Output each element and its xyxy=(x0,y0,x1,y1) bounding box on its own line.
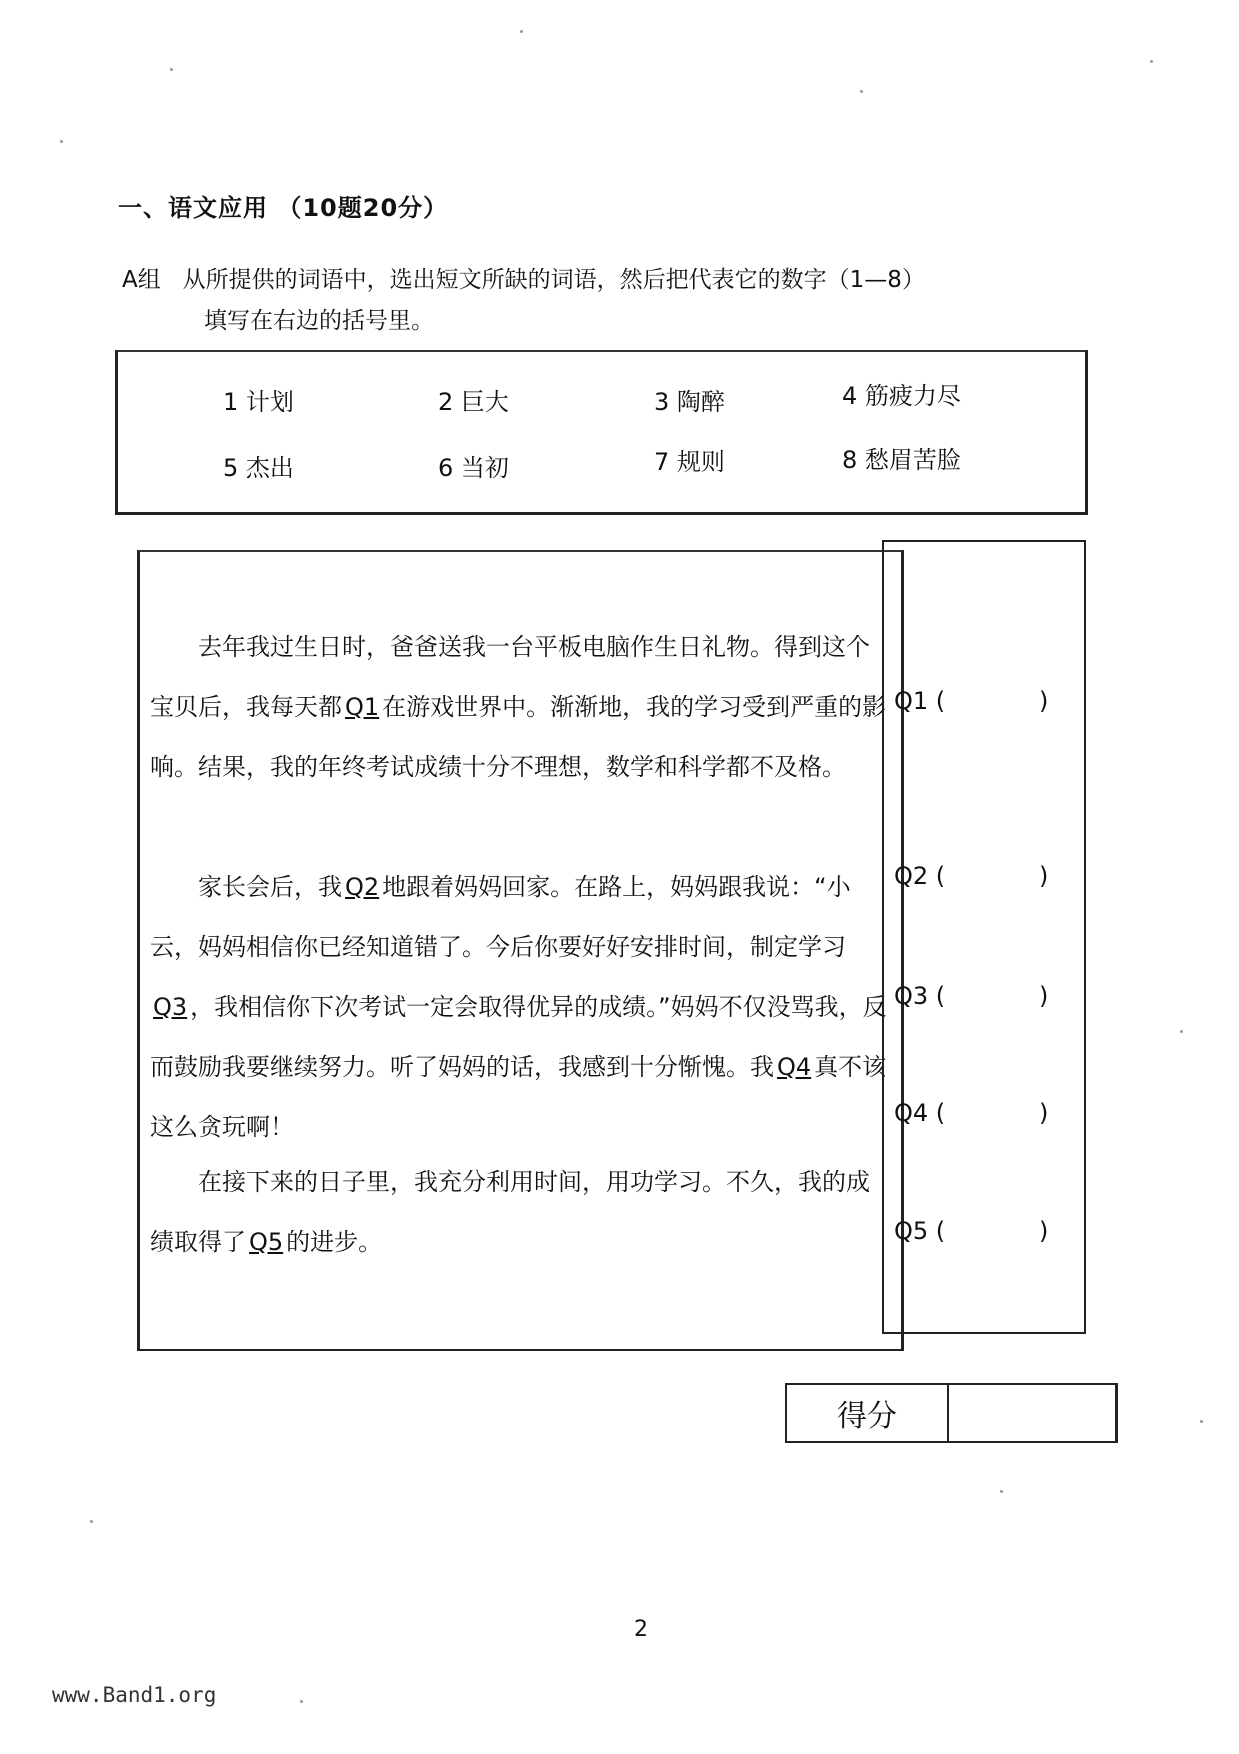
blank-q3: Q3 xyxy=(153,993,188,1021)
blank-q2: Q2 xyxy=(345,873,380,901)
paragraph-3: 在接下来的日子里，我充分利用时间，用功学习。不久，我的成绩取得了 Q5 的进步。 xyxy=(150,1168,870,1256)
word-option: 7 规则 xyxy=(654,448,725,476)
word-option: 8 愁眉苦脸 xyxy=(842,446,961,474)
group-label: A组 xyxy=(122,267,161,293)
answer-column xyxy=(882,540,1086,1334)
answer-q3[interactable]: Q3 ( ) xyxy=(894,982,1049,1010)
reading-passage xyxy=(137,550,904,1351)
page-number: 2 xyxy=(634,1617,648,1642)
word-option: 3 陶醉 xyxy=(654,388,725,416)
blank-q5: Q5 xyxy=(249,1228,284,1256)
score-label: 得分 xyxy=(787,1385,949,1441)
blank-q1: Q1 xyxy=(345,693,380,721)
instruction-line-1: 从所提供的词语中，选出短文所缺的词语，然后把代表它的数字（1—8） xyxy=(182,267,925,293)
section-title: 一、语文应用 （10题20分） xyxy=(118,194,449,222)
paragraph-2: 家长会后，我 Q2 地跟着妈妈回家。在路上，妈妈跟我说：“小云，妈妈相信你已经知道错了。今后你要好好安排时间，制定学习Q3 ，我相信你下次考试一定会取得优异的成绩。”妈妈不仅没骂我，反而鼓励我要继续努力。听了妈妈的话，我感到十分惭愧。我 Q4 真不该这么贪玩啊！ xyxy=(150,873,887,1141)
score-field[interactable] xyxy=(949,1385,1115,1441)
answer-q4[interactable]: Q4 ( ) xyxy=(894,1099,1049,1127)
word-bank xyxy=(115,350,1088,515)
score-box xyxy=(785,1383,1118,1443)
word-option: 4 筋疲力尽 xyxy=(842,382,961,410)
instruction xyxy=(122,258,925,302)
answer-q1[interactable]: Q1 ( ) xyxy=(894,687,1049,715)
word-option: 5 杰出 xyxy=(223,454,294,482)
blank-q4: Q4 xyxy=(777,1053,812,1081)
answer-q2[interactable]: Q2 ( ) xyxy=(894,862,1049,890)
paragraph-1: 去年我过生日时，爸爸送我一台平板电脑作生日礼物。得到这个宝贝后，我每天都 Q1 在游戏世界中。渐渐地，我的学习受到严重的影响。结果，我的年终考试成绩十分不理想，数学和科学都不及格。 xyxy=(150,633,887,781)
word-option: 2 巨大 xyxy=(438,388,509,416)
answer-q5[interactable]: Q5 ( ) xyxy=(894,1217,1049,1245)
instruction-line-2: 填写在右边的括号里。 xyxy=(204,308,434,334)
word-option: 1 计划 xyxy=(223,388,294,416)
footer-site: www.Band1.org xyxy=(52,1683,217,1707)
word-option: 6 当初 xyxy=(438,454,509,482)
